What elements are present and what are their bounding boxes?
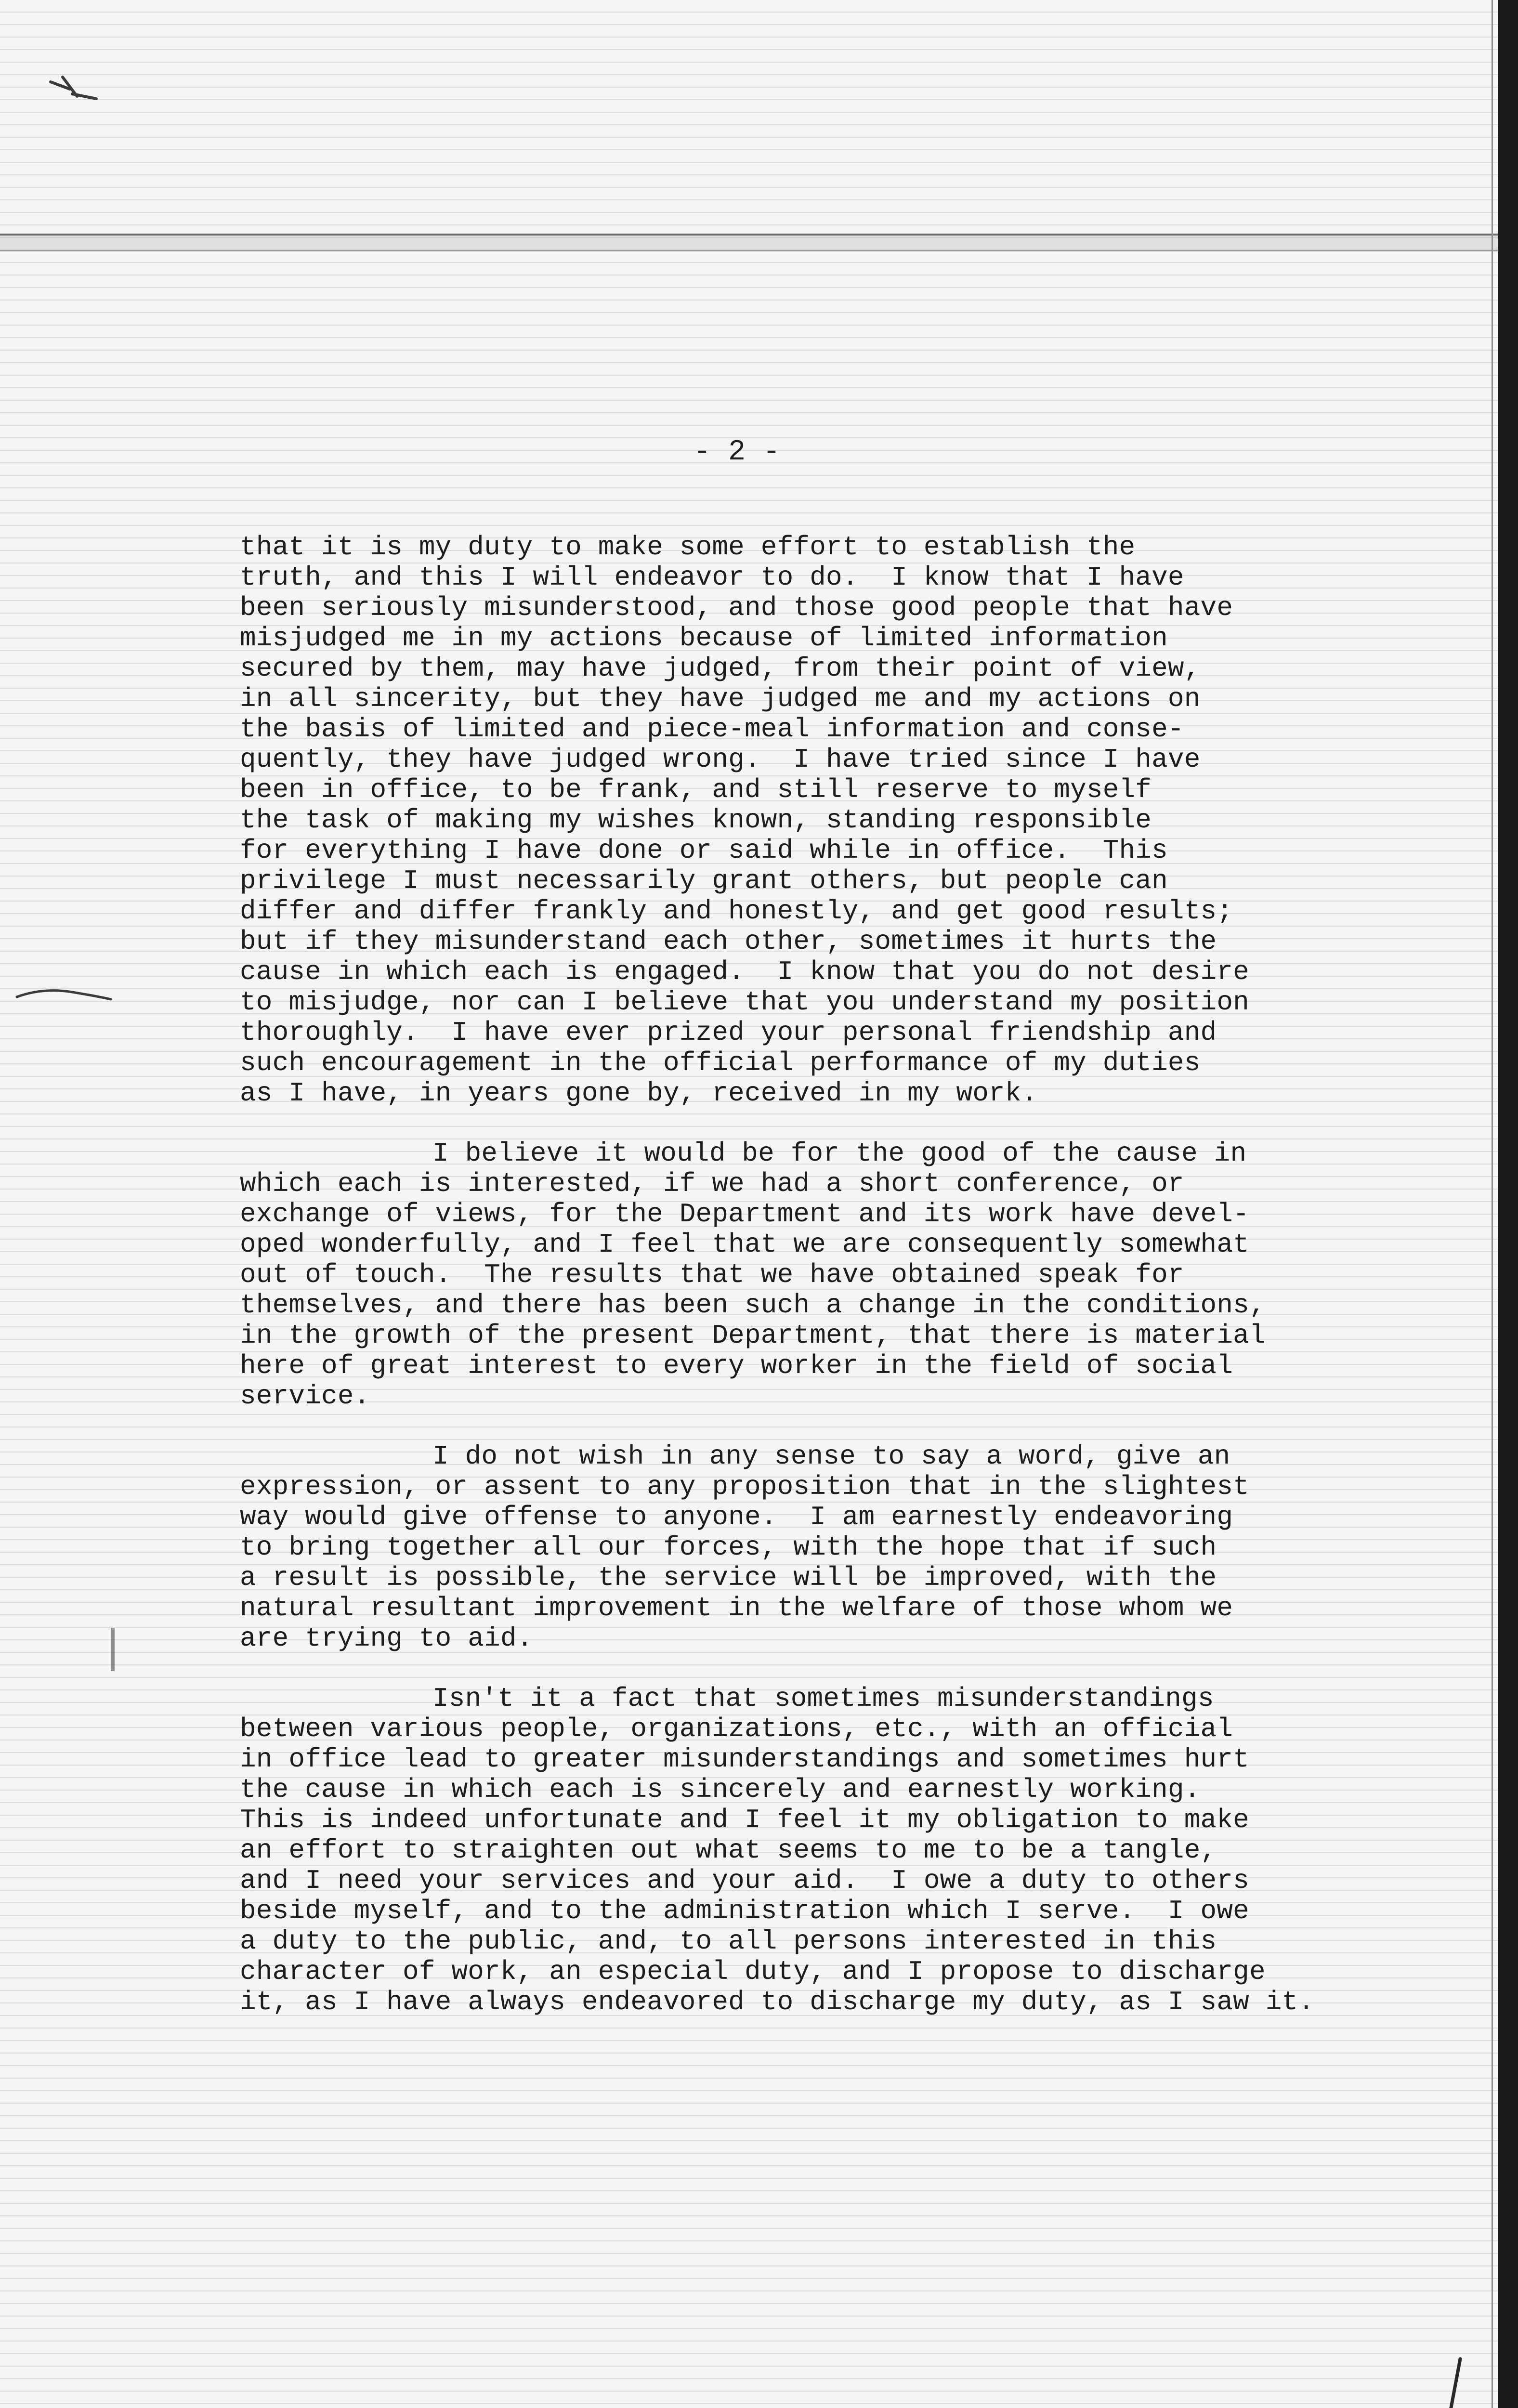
text-line: in the growth of the present Department, that there is material	[240, 1320, 1266, 1351]
text-line: here of great interest to every worker in the field of social	[240, 1350, 1233, 1381]
letter-body	[240, 532, 1429, 2017]
text-line: I believe it would be for the good of the cause in	[432, 1138, 1247, 1169]
text-line: been seriously misunderstood, and those good people that have	[240, 592, 1233, 623]
text-line: between various people, organizations, etc., with an official	[240, 1714, 1233, 1744]
text-line: misjudged me in my actions because of limited information	[240, 623, 1168, 654]
scan-edge-line	[1492, 0, 1493, 2408]
scan-edge	[1498, 0, 1518, 2408]
text-line: which each is interested, if we had a short conference, or	[240, 1168, 1184, 1199]
margin-tick-mark	[111, 1628, 115, 1671]
text-line: Isn't it a fact that sometimes misunderstandings	[432, 1683, 1214, 1714]
text-line: but if they misunderstand each other, sometimes it hurts the	[240, 926, 1217, 957]
text-line: truth, and this I will endeavor to do. I know that I have	[240, 562, 1184, 593]
text-line: quently, they have judged wrong. I have tried since I have	[240, 744, 1201, 775]
text-line: the task of making my wishes known, standing responsible	[240, 805, 1152, 836]
text-line: to bring together all our forces, with the hope that if such	[240, 1532, 1217, 1563]
text-line: that it is my duty to make some effort to establish the	[240, 532, 1136, 563]
text-line: differ and differ frankly and honestly, and get good results;	[240, 896, 1233, 927]
text-line: for everything I have done or said while in office. This	[240, 835, 1168, 866]
text-line: as I have, in years gone by, received in my work.	[240, 1078, 1038, 1109]
text-line: cause in which each is engaged. I know that you do not desire	[240, 956, 1249, 987]
text-line: beside myself, and to the administration which I serve. I owe	[240, 1896, 1249, 1926]
text-line: it, as I have always endeavored to discharge my duty, as I saw it.	[240, 1987, 1315, 2017]
text-line: service.	[240, 1381, 370, 1412]
text-line: secured by them, may have judged, from their point of view,	[240, 653, 1201, 684]
paragraph-2	[240, 1139, 1429, 1412]
text-line: I do not wish in any sense to say a word, give an	[432, 1441, 1230, 1472]
text-line: exchange of views, for the Department and its work have devel-	[240, 1199, 1249, 1230]
text-line: to misjudge, nor can I believe that you understand my position	[240, 987, 1249, 1018]
text-line: been in office, to be frank, and still reserve to myself	[240, 774, 1152, 805]
text-line: such encouragement in the official performance of my duties	[240, 1047, 1201, 1078]
text-line: This is indeed unfortunate and I feel it my obligation to make	[240, 1805, 1249, 1835]
paragraph-1	[240, 532, 1429, 1109]
text-line: out of touch. The results that we have obtained speak for	[240, 1259, 1184, 1290]
text-line: the cause in which each is sincerely and earnestly working.	[240, 1774, 1201, 1805]
text-line: privilege I must necessarily grant others, but people can	[240, 865, 1168, 896]
text-line: thoroughly. I have ever prized your personal friendship and	[240, 1017, 1217, 1048]
page-number: - 2 -	[693, 436, 781, 469]
slash-pencil-mark	[1435, 2355, 1464, 2408]
text-line: a duty to the public, and, to all persons interested in this	[240, 1926, 1217, 1957]
margin-pencil-mark	[14, 980, 116, 1009]
text-line: and I need your services and your aid. I owe a duty to others	[240, 1865, 1249, 1896]
text-line: natural resultant improvement in the welfare of those whom we	[240, 1593, 1233, 1623]
text-line: character of work, an especial duty, and I propose to discharge	[240, 1956, 1266, 1987]
paragraph-4	[240, 1684, 1429, 2017]
text-line: a result is possible, the service will be improved, with the	[240, 1562, 1217, 1593]
text-line: in all sincerity, but they have judged me and my actions on	[240, 683, 1201, 714]
text-line: themselves, and there has been such a change in the conditions,	[240, 1290, 1266, 1321]
text-line: oped wonderfully, and I feel that we are consequently somewhat	[240, 1229, 1249, 1260]
text-line: an effort to straighten out what seems to me to be a tangle,	[240, 1835, 1217, 1866]
text-line: the basis of limited and piece-meal information and conse-	[240, 714, 1184, 745]
text-line: in office lead to greater misunderstandings and sometimes hurt	[240, 1744, 1249, 1775]
fold-band	[0, 234, 1498, 251]
text-line: expression, or assent to any proposition that in the slightest	[240, 1471, 1249, 1502]
text-line: way would give offense to anyone. I am earnestly endeavoring	[240, 1502, 1233, 1532]
text-line: are trying to aid.	[240, 1623, 533, 1654]
paragraph-3	[240, 1441, 1429, 1654]
corner-pencil-mark	[48, 72, 101, 111]
